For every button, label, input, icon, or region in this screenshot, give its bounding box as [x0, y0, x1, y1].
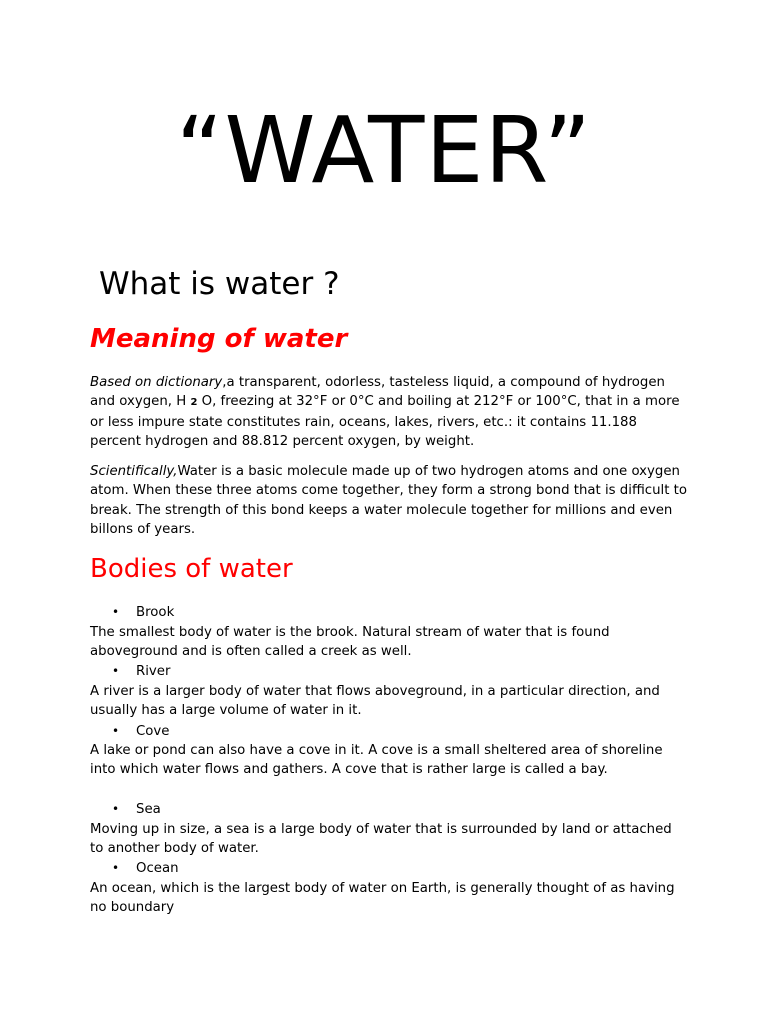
list-item [112, 859, 179, 878]
bullet-icon: • [112, 802, 120, 816]
subscript-two: 2 [190, 397, 198, 409]
scientific-lead: Scientifically, [90, 464, 178, 479]
list-item-label: River [136, 664, 171, 679]
list-item-label: Cove [136, 724, 170, 739]
list-item [112, 662, 170, 681]
list-item [112, 800, 161, 819]
list-item-description: Moving up in size, a sea is a large body of water that is surrounded by land or attached to another body of water. [90, 822, 672, 857]
scientific-text: Water is a basic molecule made up of two hydrogen atoms and one oxygen atom. When these three atoms come together, they form a strong bond that is difficult to break. The strength of this bond keeps a water molecule together for millions and even billons of years. [90, 464, 688, 537]
dictionary-text-part2: O, freezing at 32°F or 0°C and boiling at 212°F or 100°C, that in a more or less impure state constitutes rain, oceans, lakes, rivers, etc.: it contains 11.188 percent hydrogen and 88.812 percent oxygen, by weight. [90, 394, 680, 449]
list-item-label: Sea [136, 802, 161, 817]
list-item-label: Ocean [136, 861, 179, 876]
list-item [112, 603, 174, 622]
dictionary-lead: Based on dictionary [90, 375, 223, 390]
bullet-icon: • [112, 664, 120, 678]
list-item [112, 722, 169, 741]
scientific-definition-paragraph [90, 462, 690, 539]
dictionary-text-part1: ,a transparent, odorless, tasteless liquid, a compound of hydrogen and oxygen, H [90, 375, 665, 410]
bodies-heading: Bodies of water [90, 554, 293, 584]
bullet-icon: • [112, 861, 120, 875]
meaning-heading: Meaning of water [90, 324, 348, 354]
list-item-description: An ocean, which is the largest body of water on Earth, is generally thought of as having no boundary [90, 881, 675, 916]
list-item-description: A river is a larger body of water that flows aboveground, in a particular direction, and usually has a large volume of water in it. [90, 684, 660, 719]
document-title: “WATER” [175, 97, 593, 204]
bullet-icon: • [112, 605, 120, 619]
list-item-label: Brook [136, 605, 175, 620]
dictionary-definition-paragraph [90, 373, 690, 451]
list-item-description: A lake or pond can also have a cove in it. A cove is a small sheltered area of shoreline into which water flows and gathers. A cove that is rather large is called a bay. [90, 743, 663, 778]
question-heading: What is water ? [99, 266, 340, 302]
bullet-icon: • [112, 724, 120, 738]
list-item-description: The smallest body of water is the brook. Natural stream of water that is found aboveground and is often called a creek as well. [90, 625, 610, 660]
